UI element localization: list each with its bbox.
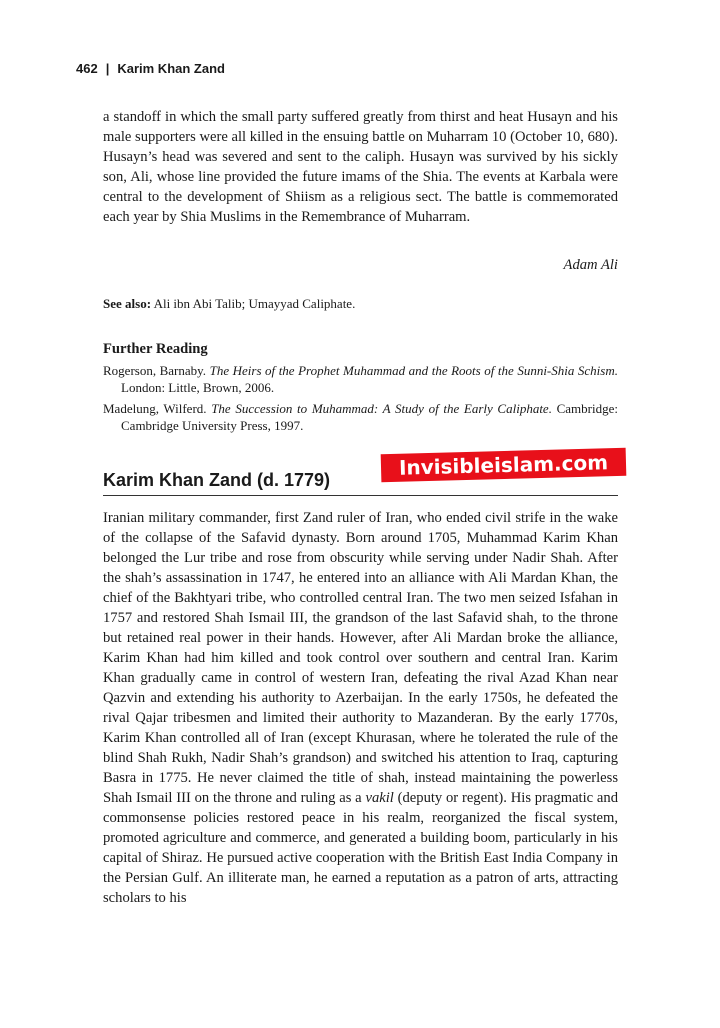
- reference-title: The Heirs of the Prophet Muhammad and the Roots of the Sunni-Shia Schism.: [209, 363, 618, 378]
- see-also: [103, 296, 355, 312]
- watermark-banner: Invisibleislam.com: [381, 448, 627, 482]
- reference-item: [103, 400, 618, 434]
- see-also-label: See also:: [103, 296, 152, 311]
- entry-body-part1: Iranian military commander, first Zand ruler of Iran, who ended civil strife in the wake of the collapse of the Safavid dynasty. Born around 1705, Muhammad Karim Khan belonged the Lur tribe and rose from obscurity while serving under Nadir Shah. After the shah’s assassination in 1747, he entered into an alliance with Ali Mardan Khan, the chief of the Bakhtyari tribe, who controlled central Iran. The two men seized Isfahan in 1757 and restored Shah Ismail III, the grandson of the last Safavid shah, to the throne but retained real power in their hands. However, after Ali Mardan broke the alliance, Karim Khan had him killed and took control over southern and central Iran. Karim Khan gradually came in control of western Iran, defeating the rival Azad Khan near Qazvin and extending his authority to Azerbaijan. In the early 1750s, he defeated the rival Qajar tribesmen and limited their authority to Mazanderan. By the early 1770s, Karim Khan controlled all of Iran (except Khurasan, where he tolerated the rule of the blind Shah Rukh, Nadir Shah’s grandson) and switched his attention to Iraq, capturing Basra in 1775. He never claimed the title of shah, instead maintaining the powerless Shah Ismail III on the throne and ruling as a: [103, 510, 618, 806]
- running-head-title: Karim Khan Zand: [117, 61, 225, 76]
- reference-author: Rogerson, Barnaby.: [103, 363, 210, 378]
- reference-publication: London: Little, Brown, 2006.: [121, 380, 275, 395]
- reference-author: Madelung, Wilferd.: [103, 401, 212, 416]
- entry-author: Adam Ali: [563, 257, 618, 273]
- reference-list: [103, 362, 618, 438]
- reference-title: The Succession to Muhammad: A Study of the Early Caliphate.: [211, 401, 552, 416]
- reference-publication: Cambridge: Cambridge University Press, 1997.: [121, 401, 618, 433]
- reference-item: [103, 362, 618, 396]
- title-rule: [103, 495, 618, 496]
- entry-body-part2: (deputy or regent). His pragmatic and commonsense policies restored peace in his realm, reorganized the fiscal system, promoted agriculture and commerce, and generated a building boom, particularly in his capital of Shiraz. He pursued active cooperation with the British East India Company in the Persian Gulf. An illiterate man, he earned a reputation as a patron of arts, attracting scholars to his: [103, 790, 619, 906]
- further-reading-heading: Further Reading: [103, 341, 208, 357]
- page-number: 462: [76, 61, 98, 76]
- entry-body-italic-term: vakil: [365, 790, 394, 806]
- running-head: [76, 61, 225, 76]
- running-head-separator: |: [105, 61, 110, 76]
- see-also-links: Ali ibn Abi Talib; Umayyad Caliphate.: [151, 296, 356, 311]
- previous-entry-paragraph: a standoff in which the small party suffered greatly from thirst and heat Husayn and his male supporters were all killed in the ensuing battle on Muharram 10 (October 10, 680). Husayn’s head was severed and sent to the caliph. Husayn was survived by his sickly son, Ali, whose line provided the future imams of the Shia. The events at Karbala were central to the development of Shiism as a religious sect. The battle is commemorated each year by Shia Muslims in the Remembrance of Muharram.: [103, 109, 618, 225]
- entry-body-paragraph: [103, 508, 618, 908]
- entry-title: Karim Khan Zand (d. 1779): [103, 470, 331, 490]
